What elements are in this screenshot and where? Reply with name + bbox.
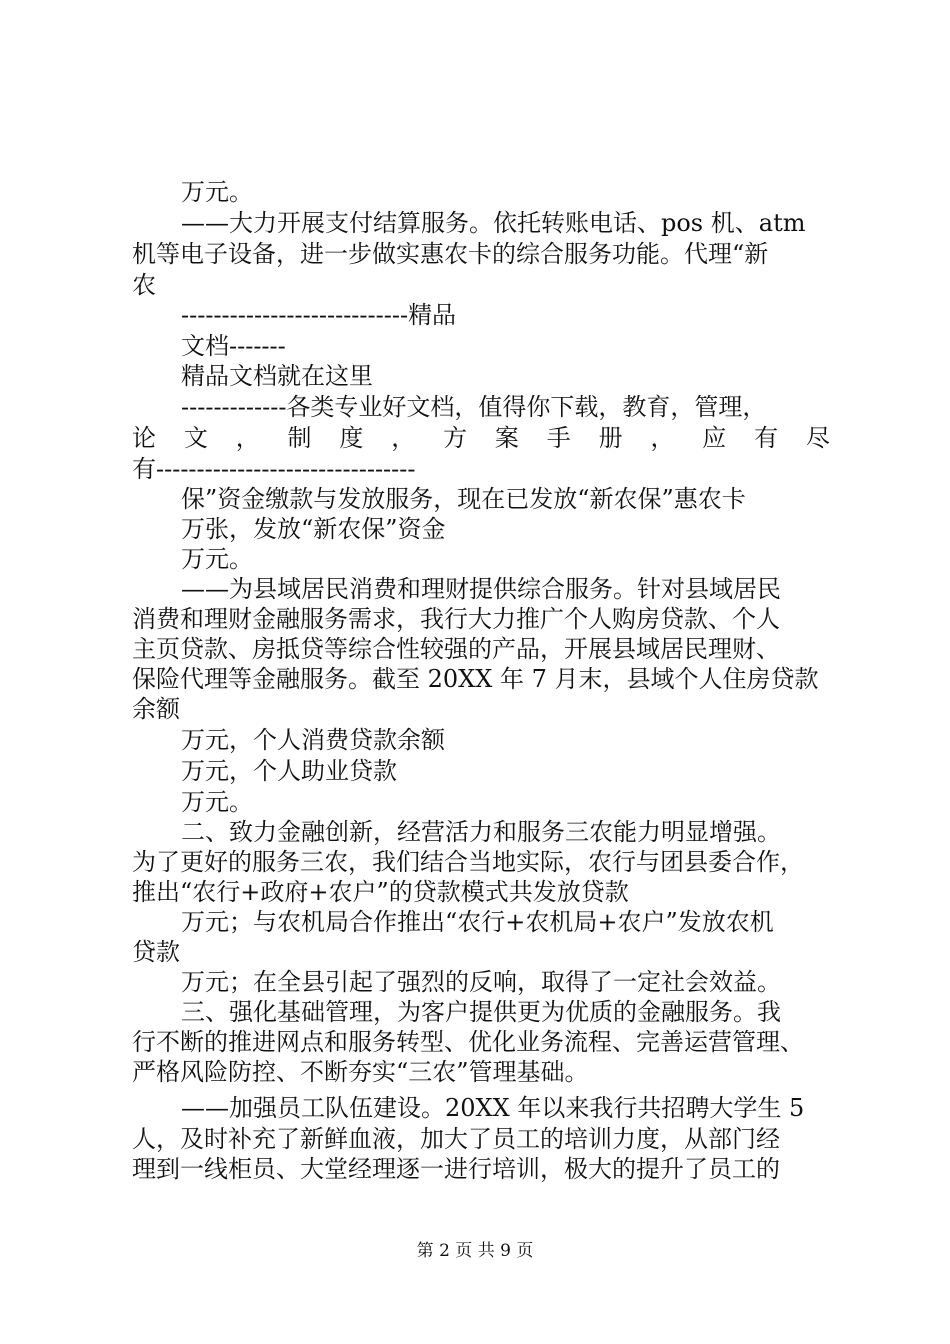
text-line: 万张，发放“新农保”资金 [181, 515, 446, 543]
text-line: 保险代理等金融服务。截至 20XX 年 7 月末，县域个人住房贷款 [132, 665, 819, 693]
spread-text-line [132, 423, 830, 453]
spread-char: 度 [339, 424, 364, 452]
text-line: 万元。 [181, 788, 253, 816]
text-line: 万元，个人消费贷款余额 [181, 726, 445, 754]
text-line: 余额 [132, 695, 180, 723]
text-line: ——大力开展支付结算服务。依托转账电话、pos 机、atm [181, 209, 806, 237]
spread-char: ， [391, 424, 416, 452]
text-line: 二、致力金融创新，经营活力和服务三农能力明显增强。 [181, 818, 781, 846]
spread-char: 案 [494, 424, 519, 452]
spread-char: ， [650, 424, 675, 452]
text-line: 万元；在全县引起了强烈的反响，取得了一定社会效益。 [181, 968, 781, 996]
text-line: 文档------- [181, 332, 286, 360]
spread-char: 册 [598, 424, 623, 452]
spread-char: 尽 [805, 424, 830, 452]
spread-char: 应 [702, 424, 727, 452]
text-line: 机等电子设备，进一步做实惠农卡的综合服务功能。代理“新 [132, 240, 769, 268]
text-line: 行不断的推进网点和服务转型、优化业务流程、完善运营管理、 [132, 1028, 804, 1056]
text-line: 万元。 [181, 545, 253, 573]
text-line: 万元；与农机局合作推出“农行+农机局+农户”发放农机 [181, 908, 774, 936]
page-number-footer: 第 2 页 共 9 页 [416, 1241, 534, 1261]
spread-char: 论 [132, 424, 156, 452]
text-line: 有-------------------------------- [132, 455, 416, 483]
text-line: 人，及时补充了新鲜血液，加大了员工的培训力度，从部门经 [132, 1125, 780, 1153]
spread-char: 制 [287, 424, 312, 452]
text-line: 为了更好的服务三农，我们结合当地实际，农行与团县委合作， [132, 848, 804, 876]
text-line: 精品文档就在这里 [181, 362, 373, 390]
text-line: 三、强化基础管理，为客户提供更为优质的金融服务。我 [181, 998, 781, 1026]
spread-char: 文 [183, 424, 208, 452]
spread-char: 有 [754, 424, 779, 452]
text-line: ——加强员工队伍建设。20XX 年以来我行共招聘大学生 5 [181, 1094, 805, 1122]
text-line: 理到一线柜员、大堂经理逐一进行培训，极大的提升了员工的 [132, 1155, 780, 1183]
text-line: ----------------------------精品 [181, 301, 457, 329]
text-line: 保”资金缴款与发放服务，现在已发放“新农保”惠农卡 [181, 485, 746, 513]
text-line: 消费和理财金融服务需求，我行大力推广个人购房贷款、个人 [132, 605, 780, 633]
spread-char: ， [235, 424, 260, 452]
spread-char: 手 [546, 424, 571, 452]
text-line: 推出“农行+政府+农户”的贷款模式共发放贷款 [132, 878, 629, 906]
text-line: 万元。 [181, 178, 253, 206]
text-line: 严格风险防控、不断夯实“三农”管理基础。 [132, 1058, 589, 1086]
text-line: -------------各类专业好文档，值得你下载，教育，管理， [181, 393, 767, 421]
text-line: ——为县域居民消费和理财提供综合服务。针对县域居民 [181, 575, 781, 603]
text-line: 贷款 [132, 938, 180, 966]
text-line: 万元，个人助业贷款 [181, 757, 397, 785]
text-line: 农 [132, 271, 156, 299]
text-line: 主页贷款、房抵贷等综合性较强的产品，开展县域居民理财、 [132, 635, 780, 663]
spread-char: 方 [443, 424, 468, 452]
